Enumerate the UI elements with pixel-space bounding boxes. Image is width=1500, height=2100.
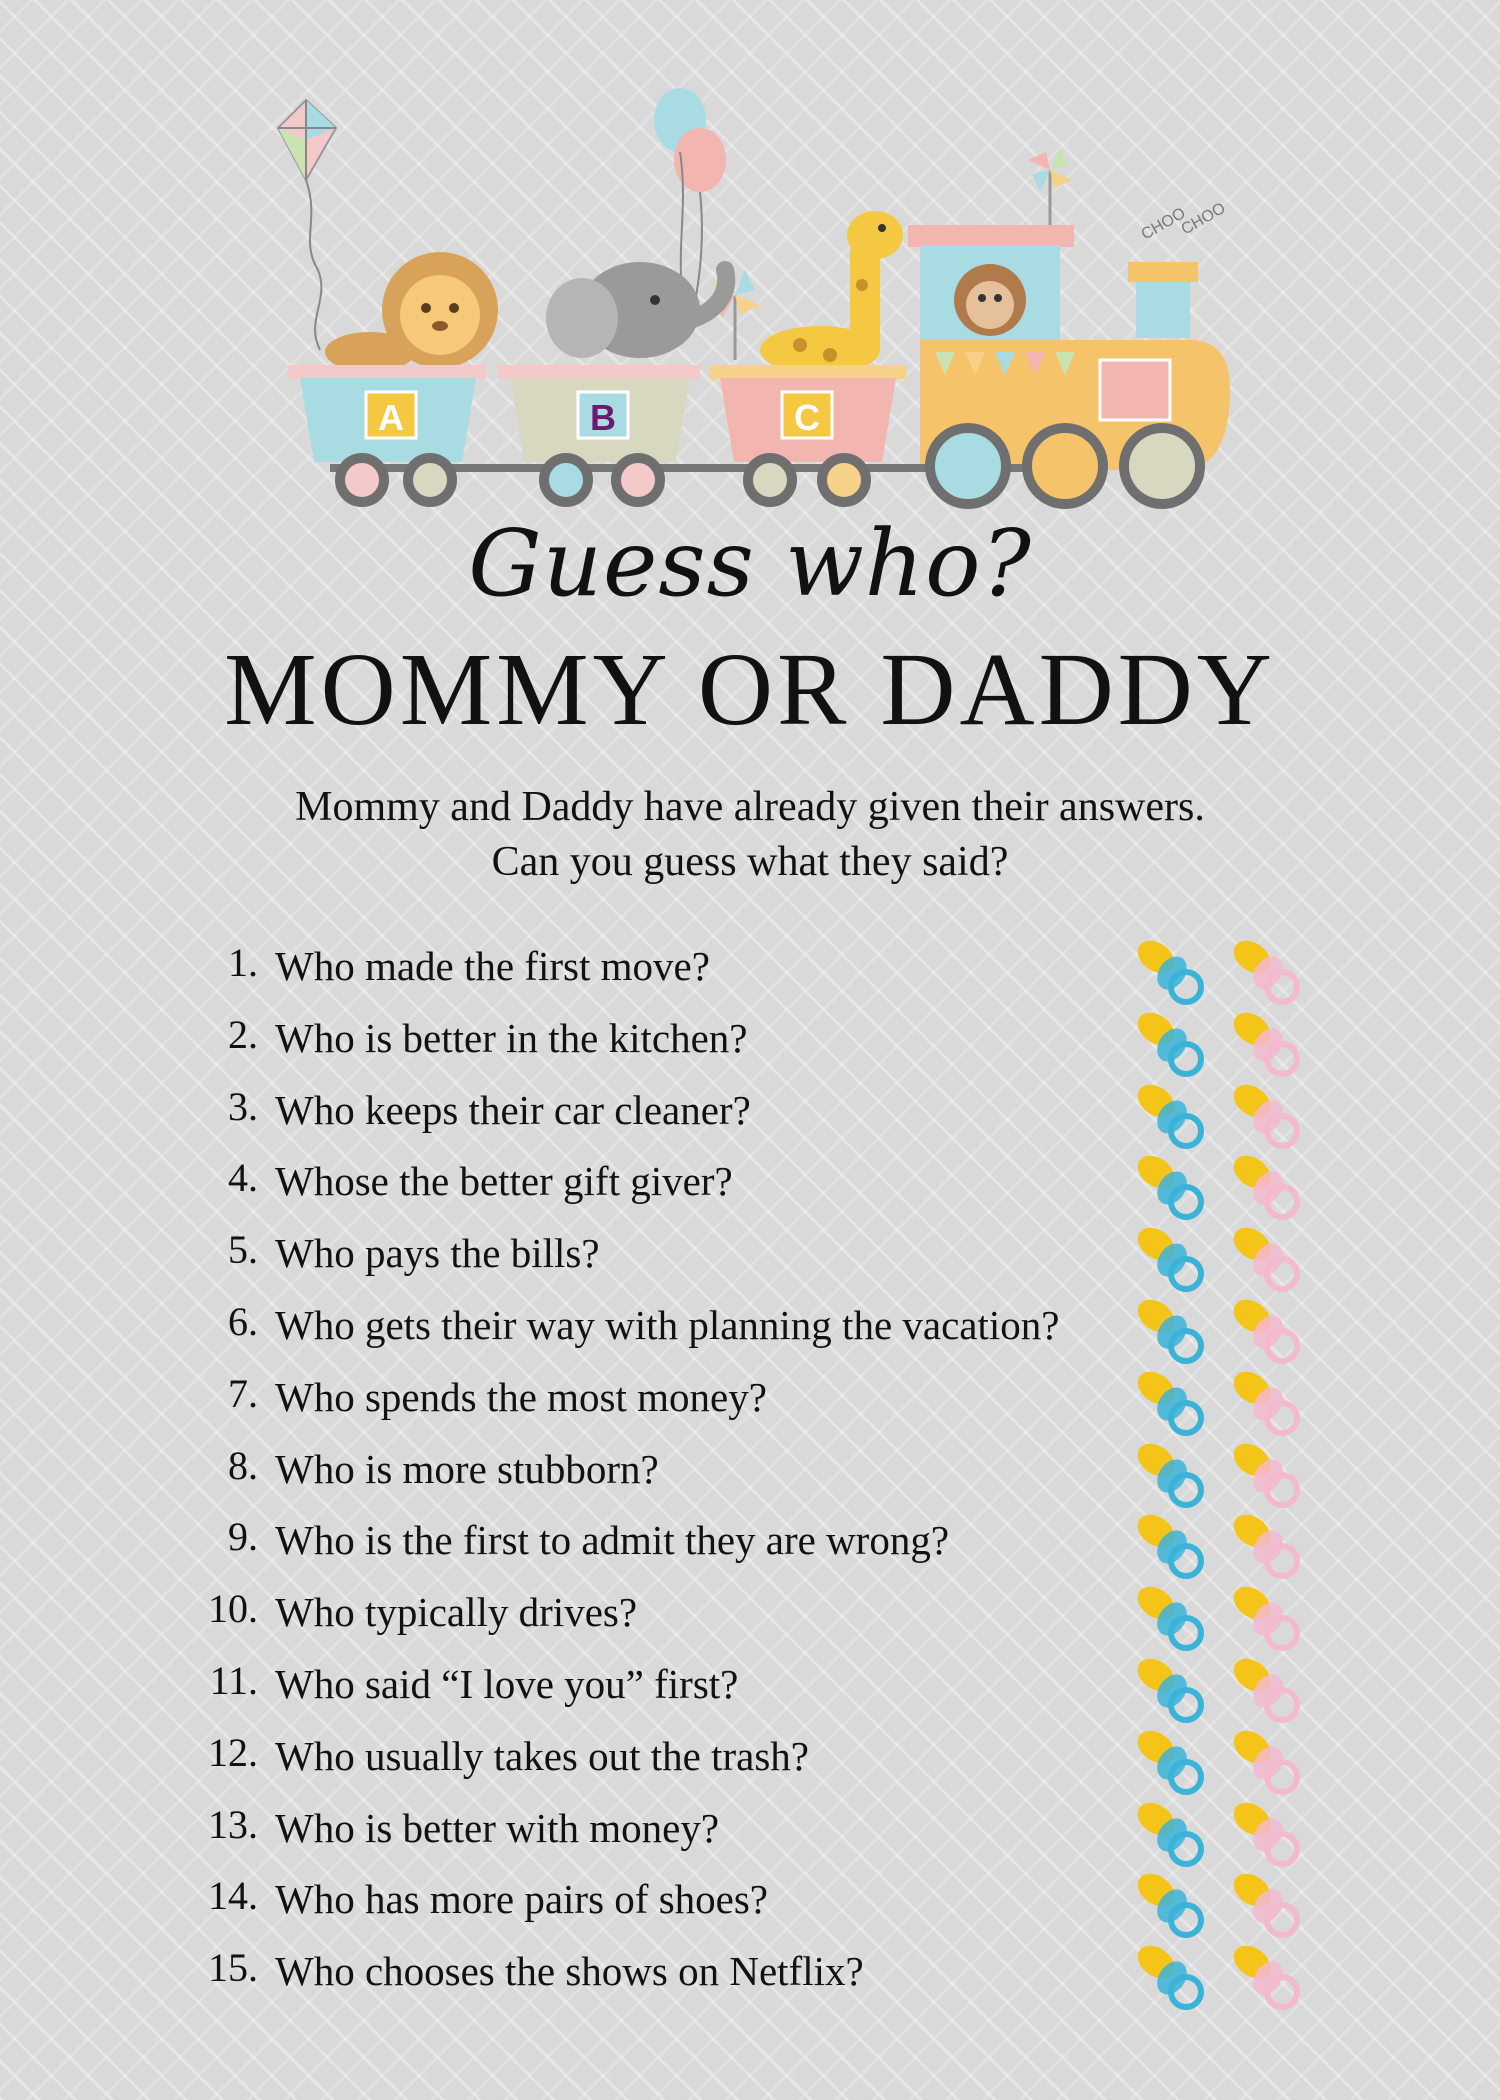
pink-pacifier-icon[interactable] bbox=[1226, 1007, 1308, 1079]
question-number: 6. bbox=[228, 1298, 258, 1344]
blue-pacifier-icon[interactable] bbox=[1130, 1581, 1212, 1653]
pink-pacifier-icon[interactable] bbox=[1226, 1868, 1308, 1940]
question-item bbox=[0, 1364, 1500, 1436]
question-text: Who gets their way with planning the vacation? bbox=[275, 1301, 1060, 1348]
pink-pacifier-icon[interactable] bbox=[1226, 1079, 1308, 1151]
block-letter-b: B bbox=[590, 397, 616, 438]
question-number: 3. bbox=[228, 1083, 258, 1129]
question-number: 1. bbox=[228, 940, 258, 985]
question-number: 5. bbox=[228, 1227, 258, 1273]
pink-pacifier-icon[interactable] bbox=[1226, 1653, 1308, 1725]
question-item bbox=[0, 1579, 1500, 1651]
question-text: Who is better with money? bbox=[275, 1804, 720, 1851]
blue-pacifier-icon[interactable] bbox=[1130, 1940, 1212, 2012]
block-letter-a: A bbox=[378, 397, 404, 438]
question-text: Who usually takes out the trash? bbox=[275, 1732, 810, 1779]
choo-label: CHOO bbox=[1178, 199, 1229, 239]
question-item bbox=[0, 1436, 1500, 1508]
blue-pacifier-icon[interactable] bbox=[1130, 1366, 1212, 1438]
train-wagon-a bbox=[288, 365, 486, 462]
giraffe-icon bbox=[760, 211, 903, 374]
kite-icon bbox=[278, 100, 336, 350]
question-number: 13. bbox=[208, 1801, 258, 1847]
question-number: 15. bbox=[208, 1945, 258, 1991]
pink-pacifier-icon[interactable] bbox=[1226, 1797, 1308, 1869]
blue-pacifier-icon[interactable] bbox=[1130, 1797, 1212, 1869]
question-number: 9. bbox=[228, 1514, 258, 1560]
blue-pacifier-icon[interactable] bbox=[1130, 1868, 1212, 1940]
intro-line-1: Mommy and Daddy have already given their answers. bbox=[295, 784, 1205, 830]
question-text: Who has more pairs of shoes? bbox=[275, 1876, 769, 1923]
pink-pacifier-icon[interactable] bbox=[1226, 1725, 1308, 1797]
pink-pacifier-icon[interactable] bbox=[1226, 1438, 1308, 1510]
question-text: Who pays the bills? bbox=[275, 1230, 600, 1277]
pink-pacifier-icon[interactable] bbox=[1226, 1150, 1308, 1222]
question-number: 2. bbox=[228, 1011, 258, 1057]
question-number: 12. bbox=[208, 1729, 258, 1775]
question-item bbox=[0, 1866, 1500, 1938]
blue-pacifier-icon[interactable] bbox=[1130, 1222, 1212, 1294]
question-number: 7. bbox=[228, 1370, 258, 1416]
question-number: 14. bbox=[208, 1873, 258, 1919]
question-item bbox=[0, 1148, 1500, 1220]
question-number: 11. bbox=[209, 1657, 258, 1703]
question-text: Who is better in the kitchen? bbox=[275, 1014, 748, 1061]
question-text: Who said “I love you” first? bbox=[275, 1660, 739, 1707]
question-item bbox=[0, 1507, 1500, 1579]
question-number: 4. bbox=[228, 1155, 258, 1201]
question-item bbox=[0, 1723, 1500, 1795]
blue-pacifier-icon[interactable] bbox=[1130, 1438, 1212, 1510]
question-text: Who is the first to admit they are wrong? bbox=[275, 1517, 950, 1564]
blue-pacifier-icon[interactable] bbox=[1130, 1509, 1212, 1581]
question-item bbox=[0, 1077, 1500, 1149]
pink-pacifier-icon[interactable] bbox=[1226, 1222, 1308, 1294]
page-title: MOMMY OR DADDY bbox=[224, 632, 1276, 747]
script-title: Guess who? bbox=[468, 510, 1032, 617]
choo-label: CHOO bbox=[1138, 204, 1189, 244]
question-text: Who chooses the shows on Netflix? bbox=[275, 1948, 864, 1995]
block-letter-c: C bbox=[794, 397, 820, 438]
question-text: Whose the better gift giver? bbox=[275, 1158, 733, 1205]
question-text: Who made the first move? bbox=[275, 943, 710, 989]
question-item bbox=[0, 1795, 1500, 1867]
blue-pacifier-icon[interactable] bbox=[1130, 1007, 1212, 1079]
intro-text bbox=[0, 780, 1500, 890]
blue-pacifier-icon[interactable] bbox=[1130, 1653, 1212, 1725]
question-text: Who is more stubborn? bbox=[275, 1445, 659, 1492]
question-number: 10. bbox=[208, 1586, 258, 1632]
blue-pacifier-icon[interactable] bbox=[1130, 935, 1212, 1007]
pink-pacifier-icon[interactable] bbox=[1226, 1581, 1308, 1653]
question-item bbox=[0, 1005, 1500, 1077]
question-item bbox=[0, 1220, 1500, 1292]
blue-pacifier-icon[interactable] bbox=[1130, 1079, 1212, 1151]
pink-pacifier-icon[interactable] bbox=[1226, 1940, 1308, 2012]
question-item bbox=[0, 1938, 1500, 2010]
question-item bbox=[0, 1292, 1500, 1364]
blue-pacifier-icon[interactable] bbox=[1130, 1294, 1212, 1366]
question-list bbox=[0, 933, 1500, 2010]
question-text: Who keeps their car cleaner? bbox=[275, 1086, 751, 1133]
pink-pacifier-icon[interactable] bbox=[1226, 1509, 1308, 1581]
baby-animal-train-illustration bbox=[0, 0, 1500, 540]
train-wagon-c bbox=[710, 365, 906, 462]
question-item bbox=[0, 933, 1500, 1005]
blue-pacifier-icon[interactable] bbox=[1130, 1150, 1212, 1222]
blue-pacifier-icon[interactable] bbox=[1130, 1725, 1212, 1797]
question-item bbox=[0, 1651, 1500, 1723]
pink-pacifier-icon[interactable] bbox=[1226, 935, 1308, 1007]
lion-icon bbox=[325, 252, 498, 372]
pink-pacifier-icon[interactable] bbox=[1226, 1366, 1308, 1438]
question-text: Who spends the most money? bbox=[275, 1373, 767, 1420]
question-number: 8. bbox=[228, 1442, 258, 1488]
train-wagon-b bbox=[498, 365, 700, 462]
pink-pacifier-icon[interactable] bbox=[1226, 1294, 1308, 1366]
question-text: Who typically drives? bbox=[275, 1589, 638, 1636]
intro-line-2: Can you guess what they said? bbox=[491, 839, 1009, 885]
